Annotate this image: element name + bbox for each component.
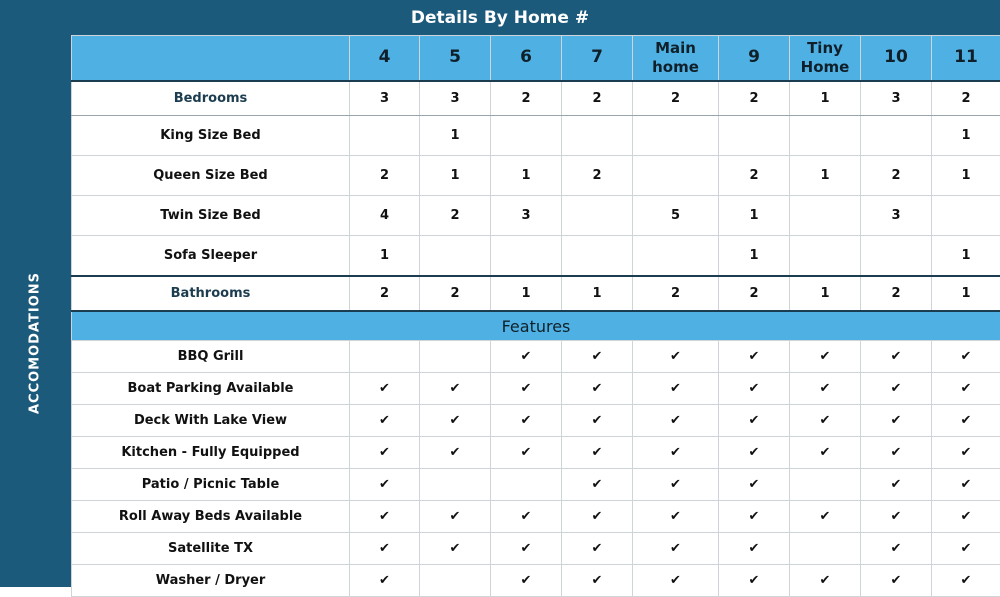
empty-cell [790,533,861,565]
check-icon: ✔ [633,565,719,597]
check-icon: ✔ [633,373,719,405]
value-cell: 2 [861,156,932,196]
check-icon: ✔ [350,469,420,501]
check-icon: ✔ [491,373,562,405]
value-cell: 1 [790,156,861,196]
feature-label: Boat Parking Available [72,373,350,405]
check-icon: ✔ [491,341,562,373]
empty-cell [420,341,491,373]
value-cell: 2 [719,276,790,311]
table-row [72,116,1000,156]
check-icon: ✔ [633,469,719,501]
value-cell: 1 [932,276,1000,311]
column-header-home: 6 [491,36,562,82]
check-icon: ✔ [861,501,932,533]
feature-row [72,469,1000,501]
check-icon: ✔ [719,469,790,501]
value-cell: 2 [491,81,562,116]
value-cell [633,156,719,196]
sidebar-label: ACCOMODATIONS [28,272,43,414]
check-icon: ✔ [562,437,633,469]
column-header-row [72,36,1000,82]
value-cell: 2 [719,156,790,196]
check-icon: ✔ [932,501,1000,533]
section-row [72,81,1000,116]
value-cell [562,196,633,236]
value-cell [350,116,420,156]
value-cell: 2 [420,276,491,311]
check-icon: ✔ [932,469,1000,501]
check-icon: ✔ [633,533,719,565]
check-icon: ✔ [861,341,932,373]
check-icon: ✔ [719,501,790,533]
feature-row [72,533,1000,565]
value-cell: 2 [719,81,790,116]
value-cell: 1 [350,236,420,277]
value-cell: 4 [350,196,420,236]
value-cell [562,116,633,156]
check-icon: ✔ [790,341,861,373]
feature-label: Kitchen - Fully Equipped [72,437,350,469]
page-title: Details By Home # [0,0,1000,35]
feature-label: Washer / Dryer [72,565,350,597]
value-cell [491,236,562,277]
value-cell: 2 [932,81,1000,116]
value-cell: 5 [633,196,719,236]
check-icon: ✔ [633,501,719,533]
empty-cell [420,565,491,597]
check-icon: ✔ [861,373,932,405]
value-cell: 1 [420,156,491,196]
check-icon: ✔ [719,405,790,437]
check-icon: ✔ [719,373,790,405]
check-icon: ✔ [562,469,633,501]
check-icon: ✔ [932,341,1000,373]
value-cell [861,116,932,156]
value-cell [719,116,790,156]
feature-label: Deck With Lake View [72,405,350,437]
feature-row [72,565,1000,597]
value-cell: 3 [861,196,932,236]
value-cell: 1 [562,276,633,311]
section-label: Bathrooms [72,276,350,311]
value-cell: 2 [350,276,420,311]
empty-cell [790,469,861,501]
value-cell: 2 [350,156,420,196]
value-cell: 2 [633,81,719,116]
check-icon: ✔ [790,501,861,533]
value-cell: 1 [790,276,861,311]
check-icon: ✔ [350,373,420,405]
row-label: Queen Size Bed [72,156,350,196]
check-icon: ✔ [491,533,562,565]
feature-row [72,341,1000,373]
value-cell: 3 [861,81,932,116]
value-cell: 3 [350,81,420,116]
table-row [72,236,1000,277]
value-cell: 3 [491,196,562,236]
section-label: Bedrooms [72,81,350,116]
check-icon: ✔ [562,533,633,565]
value-cell [861,236,932,277]
value-cell [790,196,861,236]
column-header-home: 4 [350,36,420,82]
check-icon: ✔ [861,469,932,501]
section-row [72,276,1000,311]
column-header-home: 5 [420,36,491,82]
column-header-home: 11 [932,36,1000,82]
column-header-home: 7 [562,36,633,82]
feature-label: Satellite TX [72,533,350,565]
check-icon: ✔ [861,405,932,437]
check-icon: ✔ [719,533,790,565]
value-cell: 1 [420,116,491,156]
check-icon: ✔ [420,437,491,469]
check-icon: ✔ [932,405,1000,437]
value-cell [491,116,562,156]
check-icon: ✔ [350,405,420,437]
check-icon: ✔ [633,341,719,373]
check-icon: ✔ [491,565,562,597]
value-cell: 2 [633,276,719,311]
value-cell: 1 [491,276,562,311]
value-cell: 1 [491,156,562,196]
row-label: Twin Size Bed [72,196,350,236]
value-cell: 2 [861,276,932,311]
row-label: Sofa Sleeper [72,236,350,277]
value-cell [790,116,861,156]
features-header-row [72,311,1000,341]
value-cell [633,236,719,277]
column-header-home: 10 [861,36,932,82]
value-cell: 2 [562,156,633,196]
table-row [72,156,1000,196]
value-cell: 3 [420,81,491,116]
column-header-home: Main home [633,36,719,82]
check-icon: ✔ [562,373,633,405]
features-title: Features [72,311,1000,341]
check-icon: ✔ [790,373,861,405]
column-header-home: Tiny Home [790,36,861,82]
check-icon: ✔ [420,501,491,533]
value-cell [633,116,719,156]
check-icon: ✔ [719,565,790,597]
row-label: King Size Bed [72,116,350,156]
check-icon: ✔ [562,405,633,437]
header-corner [72,36,350,82]
check-icon: ✔ [719,341,790,373]
empty-cell [350,341,420,373]
value-cell: 1 [790,81,861,116]
column-header-home: 9 [719,36,790,82]
accommodations-sidebar [0,35,71,587]
check-icon: ✔ [861,565,932,597]
value-cell: 1 [932,236,1000,277]
value-cell: 1 [719,196,790,236]
empty-cell [420,469,491,501]
table-row [72,196,1000,236]
value-cell: 1 [932,116,1000,156]
check-icon: ✔ [562,565,633,597]
check-icon: ✔ [491,501,562,533]
check-icon: ✔ [491,437,562,469]
check-icon: ✔ [633,405,719,437]
check-icon: ✔ [719,437,790,469]
check-icon: ✔ [932,373,1000,405]
value-cell [932,196,1000,236]
value-cell: 1 [719,236,790,277]
feature-label: Patio / Picnic Table [72,469,350,501]
empty-cell [491,469,562,501]
value-cell [562,236,633,277]
feature-label: BBQ Grill [72,341,350,373]
check-icon: ✔ [420,533,491,565]
details-table [71,35,1000,597]
check-icon: ✔ [861,533,932,565]
check-icon: ✔ [932,565,1000,597]
feature-label: Roll Away Beds Available [72,501,350,533]
check-icon: ✔ [633,437,719,469]
feature-row [72,437,1000,469]
check-icon: ✔ [790,405,861,437]
value-cell: 2 [420,196,491,236]
check-icon: ✔ [932,533,1000,565]
feature-row [72,373,1000,405]
check-icon: ✔ [932,437,1000,469]
check-icon: ✔ [420,405,491,437]
value-cell: 1 [932,156,1000,196]
check-icon: ✔ [861,437,932,469]
check-icon: ✔ [562,501,633,533]
check-icon: ✔ [562,341,633,373]
check-icon: ✔ [790,565,861,597]
value-cell [420,236,491,277]
check-icon: ✔ [491,405,562,437]
check-icon: ✔ [420,373,491,405]
check-icon: ✔ [350,565,420,597]
check-icon: ✔ [350,533,420,565]
value-cell: 2 [562,81,633,116]
feature-row [72,405,1000,437]
check-icon: ✔ [790,437,861,469]
value-cell [790,236,861,277]
check-icon: ✔ [350,501,420,533]
feature-row [72,501,1000,533]
check-icon: ✔ [350,437,420,469]
